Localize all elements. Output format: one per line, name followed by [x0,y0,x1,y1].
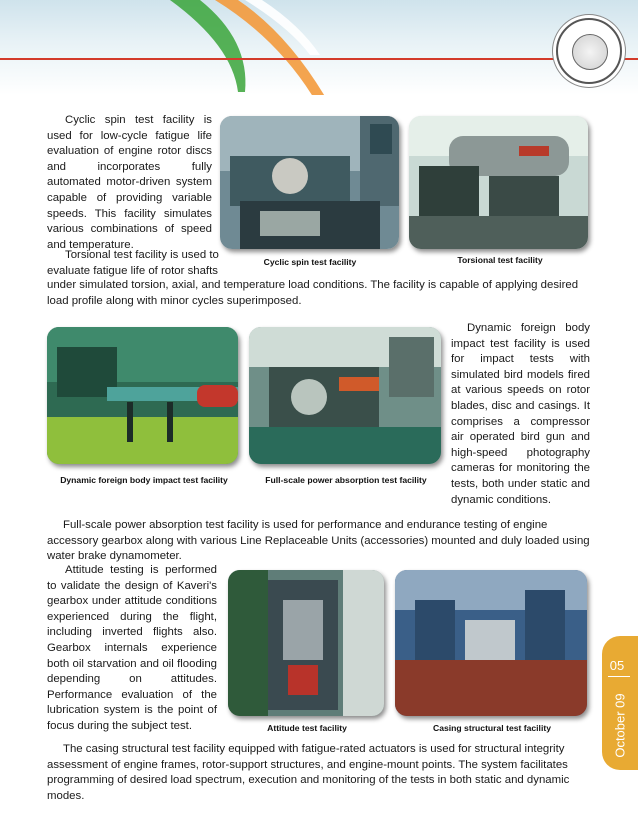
cyclic-spin-paragraph: Cyclic spin test facility is used for low-cycle fatigue life evaluation of engine rotor discs and incorporates fully automated motor-driven system capable of providing variable speeds. This facility simulates various combinations of speed and temperature. [47,114,212,251]
casing-caption: Casing structural test facility [433,723,551,733]
attitude-caption: Attitude test facility [267,723,347,733]
torsional-paragraph-a: Torsional test facility is used to evaluate fatigue life of rotor shafts [47,249,219,277]
page-header [0,0,638,95]
drdo-emblem-logo [556,18,622,84]
page-number-tab [602,636,638,770]
dynamic-foreign-body-photo [47,327,238,464]
dynamic-foreign-body-paragraph: Dynamic foreign body impact test facility is used for impact tests with simulated bird models fired at various speeds on rotor blades, disc and casings. It comprises a compressor air operated bird gun and high-speed photography cameras for monitoring the tests, both under static and dynamic conditions. [451,322,590,506]
attitude-paragraph: Attitude testing is performed to validate the design of Kaveri's gearbox under attitude conditions experienced during the flight, including inverted flights also. Gearbox internals experience both oil starvation and oil flooding depending on attitudes. Performance evaluation of the lubrication system is the point of focus during the subject test. [47,564,217,732]
full-scale-power-absorption-photo [249,327,441,464]
header-rule [0,58,638,60]
page-number: 05 [609,658,625,673]
casing-paragraph: The casing structural test facility equipped with fatigue-rated actuators is used for structural integrity assessment of engine frames, rotor-support structures, and engine-mount points. The system facilitates programming of desired load spectrum, execution and monitoring of the tests in both static and dynamic modes. [47,743,570,802]
cyclic-spin-caption: Cyclic spin test facility [263,257,357,267]
torsional-paragraph-b: under simulated torsion, axial, and temperature load conditions. The facility is capable of applying desired load profile along with minor cycles superimposed. [47,279,579,307]
full-scale-caption: Full-scale power absorption test facility [265,475,427,485]
full-scale-paragraph: Full-scale power absorption test facility is used for performance and endurance testing of engine accessory gearbox along with various Line Replaceable Units (accessories) mounted and duly loaded using water brake dynamometer. [47,519,590,563]
casing-structural-photo [395,570,587,716]
torsional-caption: Torsional test facility [457,255,543,265]
tricolour-swoosh [0,0,638,95]
attitude-photo [228,570,384,716]
torsional-photo [409,116,588,249]
issue-date: October 09 [612,693,628,758]
cyclic-spin-photo [220,116,399,249]
dynamic-foreign-body-caption: Dynamic foreign body impact test facility [60,475,228,485]
